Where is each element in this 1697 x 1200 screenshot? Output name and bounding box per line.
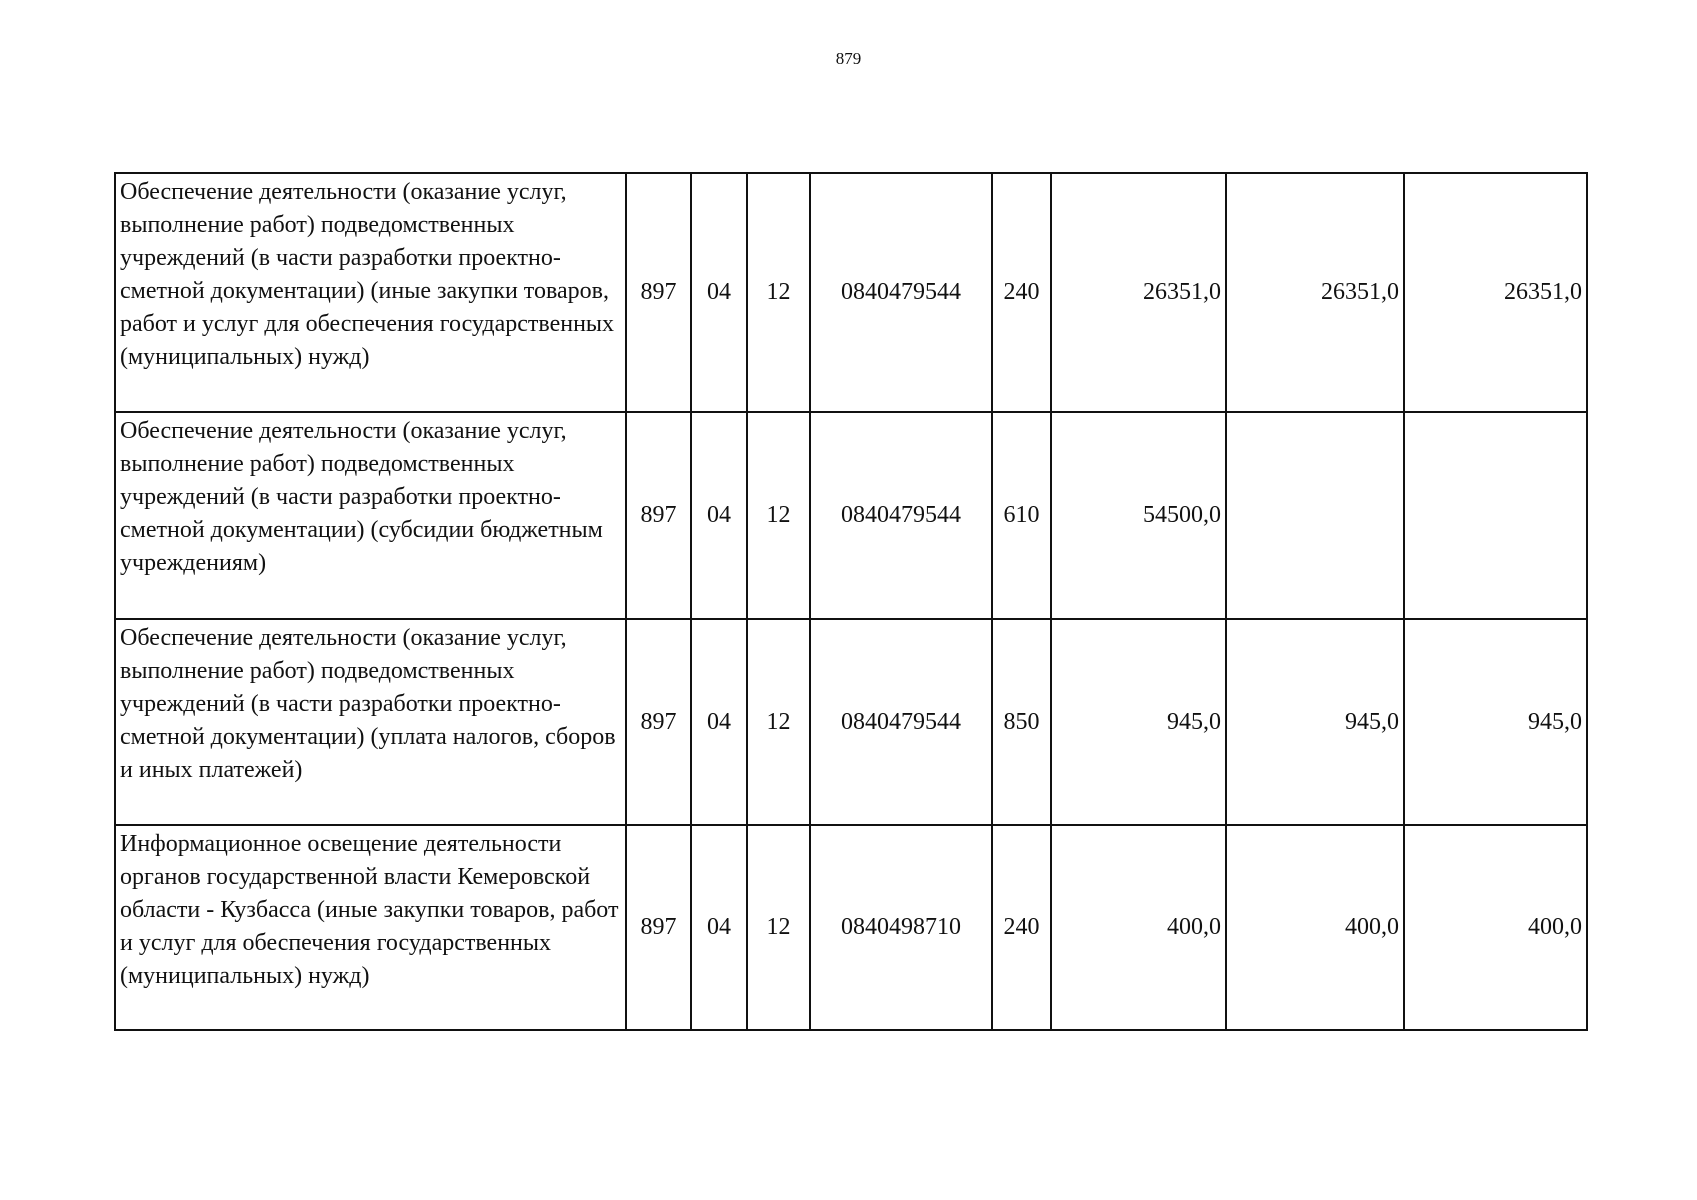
- description-cell: Обеспечение деятельности (оказание услуг, выполнение работ) подведомственных учреждений (в части разработки проектно-сметной документации) (иные закупки товаров, работ и услуг для обеспечения государственных (муниципальных) нужд): [115, 173, 626, 412]
- amount-2-cell: 400,0: [1226, 825, 1404, 1030]
- amount-3-cell: 400,0: [1404, 825, 1587, 1030]
- amount-3-cell: 945,0: [1404, 619, 1587, 825]
- subsection-code-cell: 12: [747, 619, 810, 825]
- table-row: [115, 619, 1587, 825]
- amount-1-cell: 400,0: [1051, 825, 1226, 1030]
- subsection-code-cell: 12: [747, 825, 810, 1030]
- table-body: [115, 173, 1587, 1030]
- target-article-cell: 0840498710: [810, 825, 992, 1030]
- amount-2-cell: 945,0: [1226, 619, 1404, 825]
- ministry-code-cell: 897: [626, 619, 691, 825]
- table-row: [115, 825, 1587, 1030]
- table-row: [115, 173, 1587, 412]
- amount-3-cell: [1404, 412, 1587, 619]
- ministry-code-cell: 897: [626, 825, 691, 1030]
- section-code-cell: 04: [691, 412, 747, 619]
- amount-1-cell: 54500,0: [1051, 412, 1226, 619]
- budget-table: [114, 172, 1588, 1031]
- subsection-code-cell: 12: [747, 412, 810, 619]
- section-code-cell: 04: [691, 825, 747, 1030]
- section-code-cell: 04: [691, 619, 747, 825]
- expense-type-cell: 850: [992, 619, 1051, 825]
- amount-2-cell: [1226, 412, 1404, 619]
- target-article-cell: 0840479544: [810, 173, 992, 412]
- expense-type-cell: 240: [992, 173, 1051, 412]
- subsection-code-cell: 12: [747, 173, 810, 412]
- target-article-cell: 0840479544: [810, 619, 992, 825]
- section-code-cell: 04: [691, 173, 747, 412]
- ministry-code-cell: 897: [626, 412, 691, 619]
- page-number: 879: [835, 49, 862, 68]
- expense-type-cell: 610: [992, 412, 1051, 619]
- expense-type-cell: 240: [992, 825, 1051, 1030]
- amount-2-cell: 26351,0: [1226, 173, 1404, 412]
- ministry-code-cell: 897: [626, 173, 691, 412]
- table-row: [115, 412, 1587, 619]
- description-cell: Обеспечение деятельности (оказание услуг, выполнение работ) подведомственных учреждений (в части разработки проектно-сметной документации) (уплата налогов, сборов и иных платежей): [115, 619, 626, 825]
- description-cell: Обеспечение деятельности (оказание услуг, выполнение работ) подведомственных учреждений (в части разработки проектно-сметной документации) (субсидии бюджетным учреждениям): [115, 412, 626, 619]
- amount-3-cell: 26351,0: [1404, 173, 1587, 412]
- target-article-cell: 0840479544: [810, 412, 992, 619]
- description-cell: Информационное освещение деятельности органов государственной власти Кемеровской области - Кузбасса (иные закупки товаров, работ и услуг для обеспечения государственных (муниципальных) нужд): [115, 825, 626, 1030]
- amount-1-cell: 945,0: [1051, 619, 1226, 825]
- amount-1-cell: 26351,0: [1051, 173, 1226, 412]
